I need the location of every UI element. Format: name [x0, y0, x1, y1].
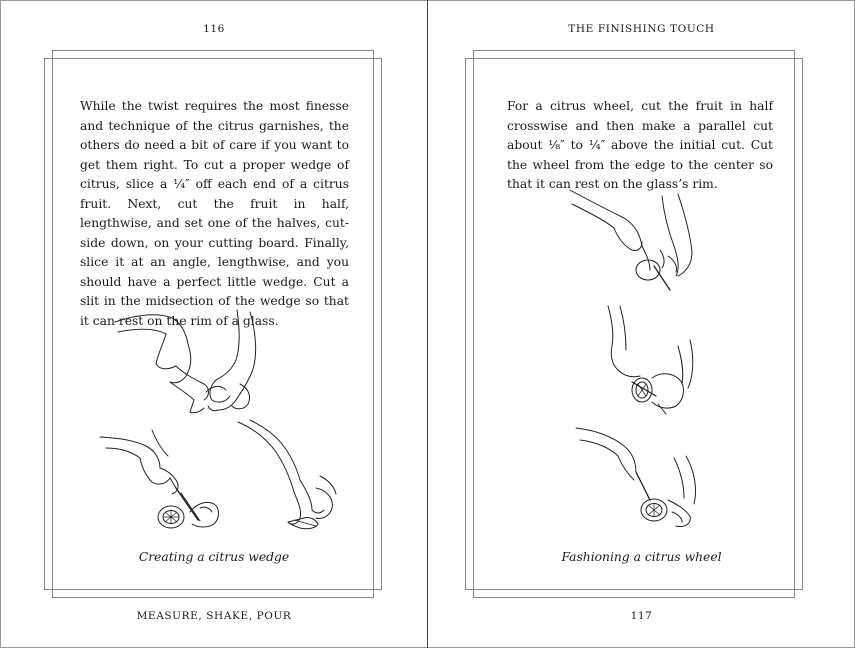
right-page-number: 117 — [630, 610, 653, 622]
right-page-header: THE FINISHING TOUCH — [568, 23, 715, 35]
hands-notching-wheel — [576, 428, 696, 527]
hands-holding-wedge — [238, 420, 336, 529]
hands-slicing-wheel — [608, 306, 693, 414]
right-page — [428, 0, 855, 648]
left-caption: Creating a citrus wedge — [138, 550, 290, 564]
right-caption: Fashioning a citrus wheel — [561, 550, 722, 564]
right-page-paragraph: For a citrus wheel, cut the fruit in half crosswise and then make a parallel cut about ⅛″ to ¼″ above the initial cut. Cut the wheel from the edge to the center so that it can rest on the glass’s rim. — [507, 99, 773, 191]
hands-slicing-top — [115, 310, 256, 413]
left-page-paragraph: While the twist requires the most finesse and technique of the citrus garnishes, the others do need a bit of care if you want to get them right. To cut a proper wedge of citrus, slice a ¼″ off each end of a citrus fruit. Next, cut the fruit in half, lengthwise, and set one of the halves, cut-side down, on your cutting board. Finally, slice it at an angle, lengthwise, and you should have a perfect little wedge. Cut a slit in the midsection of the wedge so that it can rest on the rim of a glass. — [80, 99, 349, 328]
left-page-number: 116 — [203, 23, 225, 35]
left-page-footer: MEASURE, SHAKE, POUR — [136, 610, 292, 622]
hand-cutting-wedge — [100, 430, 219, 528]
hands-halving-fruit — [570, 190, 692, 290]
